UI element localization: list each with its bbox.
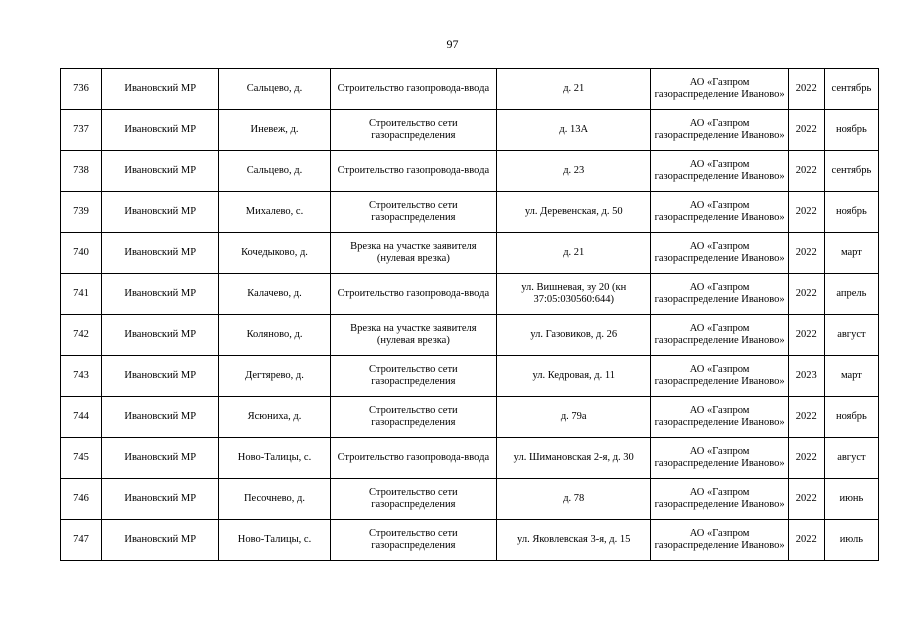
month-cell: июль — [824, 520, 878, 561]
locality-cell: Дегтярево, д. — [219, 356, 330, 397]
work-type-cell: Врезка на участке заявителя (нулевая врезка) — [330, 315, 496, 356]
address-cell: ул. Кедровая, д. 11 — [497, 356, 651, 397]
year-cell: 2022 — [788, 315, 824, 356]
year-cell: 2022 — [788, 69, 824, 110]
gasification-table — [60, 68, 879, 561]
work-type-cell: Строительство сети газораспределения — [330, 520, 496, 561]
district-cell: Ивановский МР — [102, 520, 219, 561]
year-cell: 2022 — [788, 438, 824, 479]
address-cell: ул. Вишневая, зу 20 (кн 37:05:030560:644) — [497, 274, 651, 315]
row-number-cell: 741 — [61, 274, 102, 315]
table-row — [61, 479, 879, 520]
work-type-cell: Строительство сети газораспределения — [330, 397, 496, 438]
page-number: 97 — [446, 37, 459, 51]
address-cell: д. 21 — [497, 69, 651, 110]
address-cell: ул. Деревенская, д. 50 — [497, 192, 651, 233]
table-row — [61, 110, 879, 151]
organization-cell: АО «Газпром газораспределение Иваново» — [651, 397, 788, 438]
month-cell: ноябрь — [824, 397, 878, 438]
work-type-cell: Строительство сети газораспределения — [330, 356, 496, 397]
district-cell: Ивановский МР — [102, 397, 219, 438]
month-cell: апрель — [824, 274, 878, 315]
month-cell: март — [824, 356, 878, 397]
work-type-cell: Строительство сети газораспределения — [330, 479, 496, 520]
organization-cell: АО «Газпром газораспределение Иваново» — [651, 356, 788, 397]
address-cell: ул. Шимановская 2-я, д. 30 — [497, 438, 651, 479]
month-cell: сентябрь — [824, 151, 878, 192]
district-cell: Ивановский МР — [102, 356, 219, 397]
organization-cell: АО «Газпром газораспределение Иваново» — [651, 315, 788, 356]
address-cell: д. 23 — [497, 151, 651, 192]
month-cell: март — [824, 233, 878, 274]
month-cell: август — [824, 315, 878, 356]
organization-cell: АО «Газпром газораспределение Иваново» — [651, 151, 788, 192]
table-row — [61, 274, 879, 315]
organization-cell: АО «Газпром газораспределение Иваново» — [651, 274, 788, 315]
locality-cell: Песочнево, д. — [219, 479, 330, 520]
work-type-cell: Строительство газопровода-ввода — [330, 151, 496, 192]
row-number-cell: 744 — [61, 397, 102, 438]
address-cell: д. 79а — [497, 397, 651, 438]
locality-cell: Коляново, д. — [219, 315, 330, 356]
locality-cell: Сальцево, д. — [219, 151, 330, 192]
district-cell: Ивановский МР — [102, 192, 219, 233]
work-type-cell: Строительство газопровода-ввода — [330, 274, 496, 315]
row-number-cell: 747 — [61, 520, 102, 561]
year-cell: 2022 — [788, 110, 824, 151]
locality-cell: Михалево, с. — [219, 192, 330, 233]
year-cell: 2022 — [788, 274, 824, 315]
table-row — [61, 192, 879, 233]
row-number-cell: 742 — [61, 315, 102, 356]
month-cell: июнь — [824, 479, 878, 520]
month-cell: ноябрь — [824, 110, 878, 151]
work-type-cell: Строительство сети газораспределения — [330, 192, 496, 233]
locality-cell: Ново-Талицы, с. — [219, 438, 330, 479]
table-row — [61, 69, 879, 110]
locality-cell: Кочедыково, д. — [219, 233, 330, 274]
locality-cell: Ново-Талицы, с. — [219, 520, 330, 561]
work-type-cell: Строительство сети газораспределения — [330, 110, 496, 151]
address-cell: д. 21 — [497, 233, 651, 274]
district-cell: Ивановский МР — [102, 274, 219, 315]
district-cell: Ивановский МР — [102, 69, 219, 110]
locality-cell: Калачево, д. — [219, 274, 330, 315]
organization-cell: АО «Газпром газораспределение Иваново» — [651, 438, 788, 479]
table-row — [61, 151, 879, 192]
work-type-cell: Строительство газопровода-ввода — [330, 438, 496, 479]
month-cell: ноябрь — [824, 192, 878, 233]
row-number-cell: 736 — [61, 69, 102, 110]
organization-cell: АО «Газпром газораспределение Иваново» — [651, 192, 788, 233]
year-cell: 2022 — [788, 520, 824, 561]
address-cell: д. 13А — [497, 110, 651, 151]
work-type-cell: Строительство газопровода-ввода — [330, 69, 496, 110]
locality-cell: Сальцево, д. — [219, 69, 330, 110]
work-type-cell: Врезка на участке заявителя (нулевая врезка) — [330, 233, 496, 274]
row-number-cell: 738 — [61, 151, 102, 192]
row-number-cell: 743 — [61, 356, 102, 397]
organization-cell: АО «Газпром газораспределение Иваново» — [651, 110, 788, 151]
address-cell: д. 78 — [497, 479, 651, 520]
row-number-cell: 739 — [61, 192, 102, 233]
locality-cell: Иневеж, д. — [219, 110, 330, 151]
year-cell: 2022 — [788, 233, 824, 274]
organization-cell: АО «Газпром газораспределение Иваново» — [651, 479, 788, 520]
row-number-cell: 737 — [61, 110, 102, 151]
table-row — [61, 438, 879, 479]
table-row — [61, 233, 879, 274]
table-row — [61, 397, 879, 438]
year-cell: 2022 — [788, 397, 824, 438]
address-cell: ул. Яковлевская 3-я, д. 15 — [497, 520, 651, 561]
row-number-cell: 740 — [61, 233, 102, 274]
year-cell: 2022 — [788, 192, 824, 233]
organization-cell: АО «Газпром газораспределение Иваново» — [651, 69, 788, 110]
year-cell: 2022 — [788, 479, 824, 520]
district-cell: Ивановский МР — [102, 479, 219, 520]
district-cell: Ивановский МР — [102, 110, 219, 151]
month-cell: август — [824, 438, 878, 479]
year-cell: 2022 — [788, 151, 824, 192]
locality-cell: Ясюниха, д. — [219, 397, 330, 438]
address-cell: ул. Газовиков, д. 26 — [497, 315, 651, 356]
district-cell: Ивановский МР — [102, 438, 219, 479]
district-cell: Ивановский МР — [102, 151, 219, 192]
table-row — [61, 315, 879, 356]
row-number-cell: 746 — [61, 479, 102, 520]
year-cell: 2023 — [788, 356, 824, 397]
district-cell: Ивановский МР — [102, 233, 219, 274]
table-row — [61, 520, 879, 561]
organization-cell: АО «Газпром газораспределение Иваново» — [651, 520, 788, 561]
row-number-cell: 745 — [61, 438, 102, 479]
organization-cell: АО «Газпром газораспределение Иваново» — [651, 233, 788, 274]
table-row — [61, 356, 879, 397]
month-cell: сентябрь — [824, 69, 878, 110]
table-body — [61, 69, 879, 561]
district-cell: Ивановский МР — [102, 315, 219, 356]
